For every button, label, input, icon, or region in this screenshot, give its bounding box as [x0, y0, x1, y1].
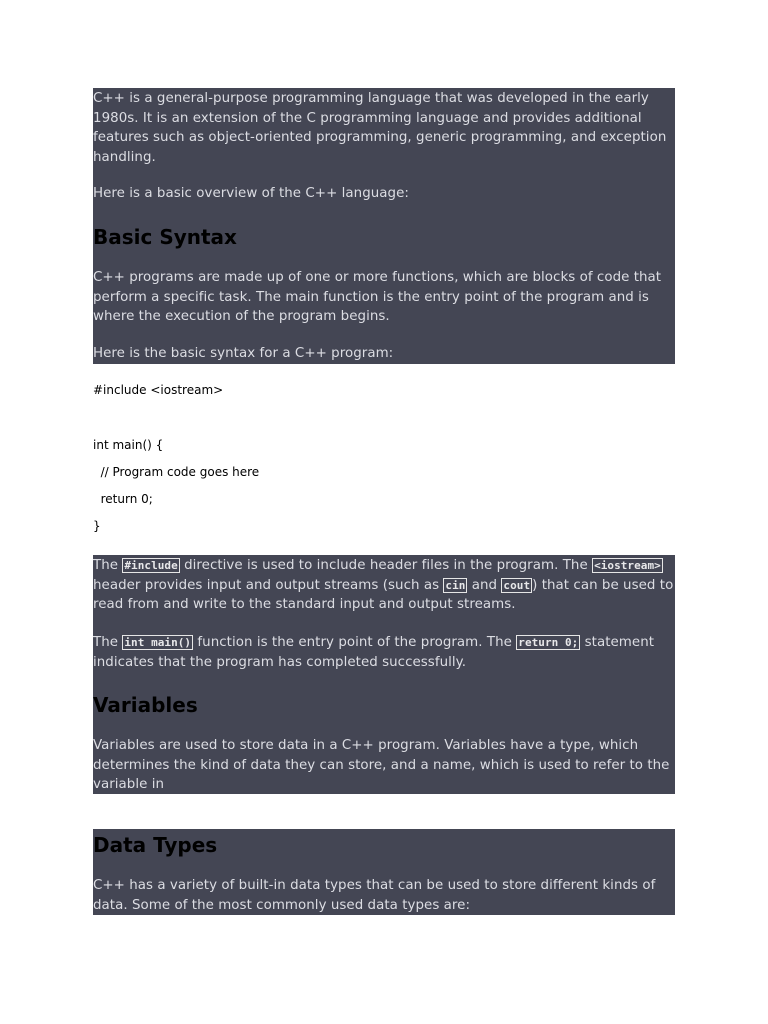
syntax-intro-paragraph: Here is the basic syntax for a C++ program: [93, 346, 394, 361]
code-line-comment: // Program code goes here [93, 465, 260, 479]
intro-paragraph: C++ is a general-purpose programming language that was developed in the early 1980s. It is an extension of the C programming language and provides additional features such as object-oriented programming, generic programming, and exception handling. [93, 91, 667, 165]
data-types-paragraph: C++ has a variety of built-in data types that can be used to store different kinds of data. Some of the most commonly used data types are: [93, 878, 656, 913]
data-types-heading: Data Types [93, 833, 218, 857]
code-line-close-brace: } [93, 519, 101, 533]
overview-paragraph: Here is a basic overview of the C++ language: [93, 186, 409, 201]
intro-block [93, 88, 675, 364]
code-line-return: return 0; [93, 492, 153, 506]
explanation-block [93, 555, 675, 794]
code-cin: cin [445, 578, 466, 592]
code-return-0: return 0; [518, 636, 579, 649]
data-types-block [93, 829, 675, 915]
code-cout: cout [503, 578, 531, 592]
code-int-main: int main() [124, 636, 192, 649]
code-iostream: <iostream> [594, 559, 661, 572]
include-paragraph: The #include directive is used to include header files in the program. The <iostream> header provides input and output streams (such as cin and cout ) that can be used to read from and write to the standard input and output streams. [93, 558, 674, 613]
code-line-include: #include <iostream> [93, 383, 224, 397]
main-function-paragraph: The int main() function is the entry point of the program. The return 0; statement indicates that the program has completed successfully. [93, 635, 655, 670]
variables-heading: Variables [93, 693, 198, 717]
basic-syntax-heading: Basic Syntax [93, 225, 237, 249]
variables-paragraph: Variables are used to store data in a C++ program. Variables have a type, which determines the kind of data they can store, and a name, which is used to refer to the variable in [93, 738, 670, 793]
functions-paragraph: C++ programs are made up of one or more functions, which are blocks of code that perform a specific task. The main function is the entry point of the program and is where the execution of the program begins. [93, 270, 662, 325]
code-line-main: int main() { [93, 438, 164, 452]
code-include: #include [124, 559, 178, 572]
